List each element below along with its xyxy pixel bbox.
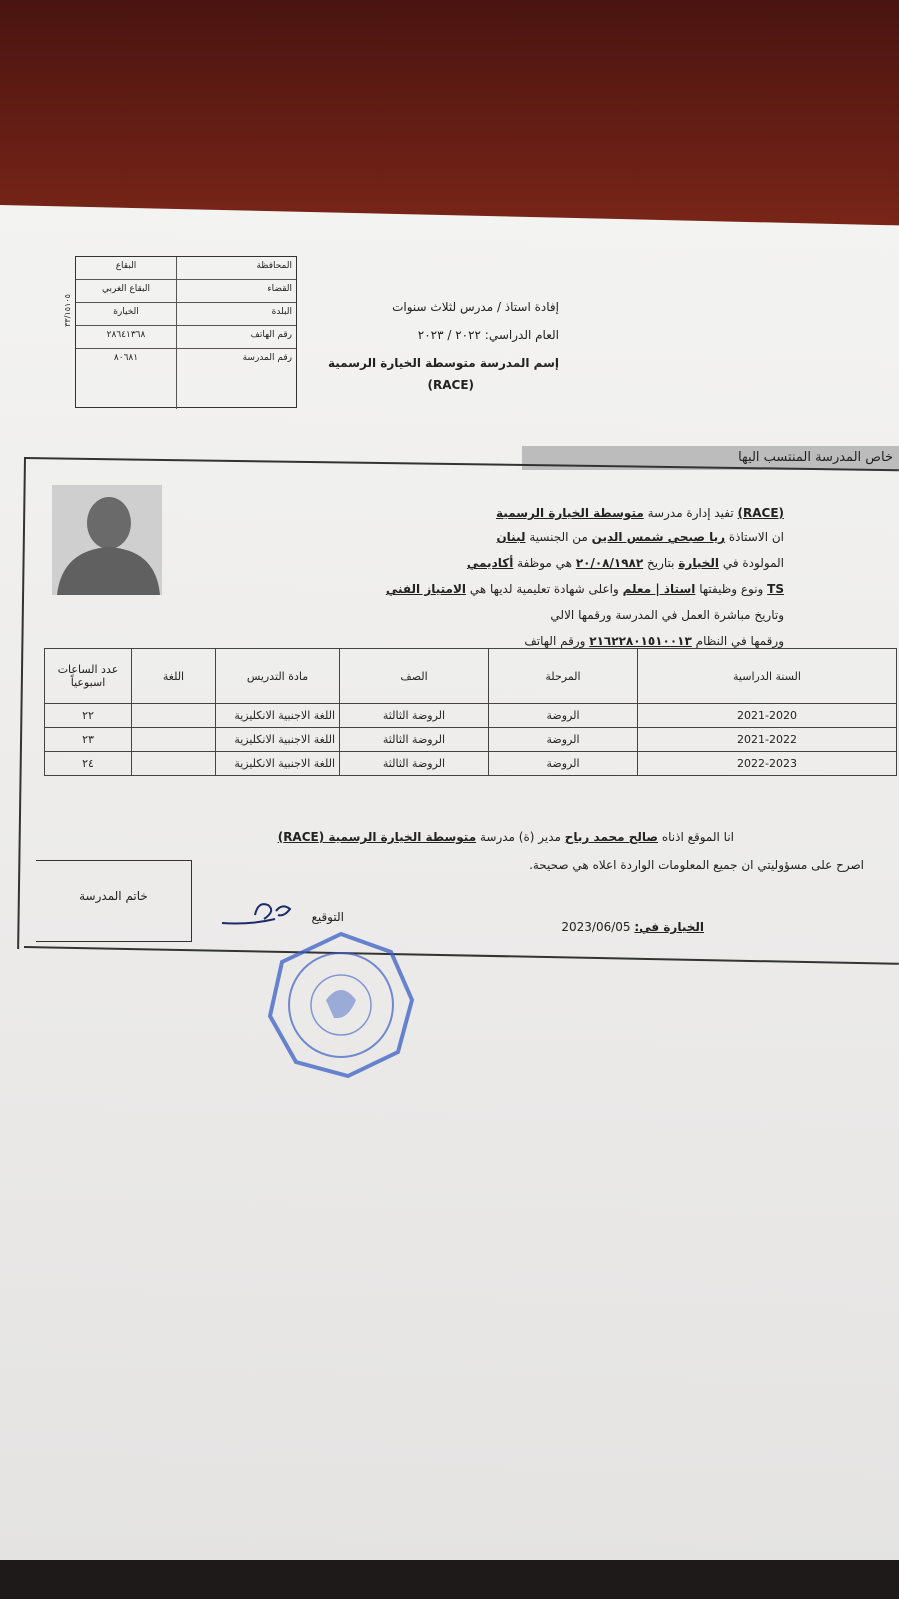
school-code: (RACE) <box>427 378 474 392</box>
cell: ٢٤ <box>45 752 132 776</box>
school-name-inline: متوسطة الخيارة الرسمية <box>496 506 644 520</box>
date-value: 2023/06/05 <box>561 920 631 934</box>
body-line-4 <box>386 582 784 596</box>
cell: ٢٢ <box>45 704 132 728</box>
cell: الروضة الثالثة <box>340 704 489 728</box>
text: تفيد إدارة مدرسة <box>647 506 734 520</box>
cell: اللغة الاجنبية الانكليزية <box>216 752 340 776</box>
cell <box>132 728 216 752</box>
signature-mark <box>220 895 300 935</box>
body-line-5: وتاريخ مباشرة العمل في المدرسة ورقمها الالي <box>550 608 784 622</box>
cell: الروضة <box>489 752 638 776</box>
info-row <box>76 257 296 280</box>
declaration-line-2: اصرح على مسؤوليتي ان جميع المعلومات الواردة اعلاه هي صحيحة. <box>529 858 864 872</box>
school-name-inline: متوسطة الخيارة الرسمية (RACE) <box>277 830 477 844</box>
certificate-title: إفادة استاذ / مدرس لثلاث سنوات <box>392 300 559 314</box>
cell: الروضة الثالثة <box>340 728 489 752</box>
cell: اللغة الاجنبية الانكليزية <box>216 728 340 752</box>
text: انا الموقع اذناه <box>661 830 734 844</box>
info-value: ٨٠٦٨١ <box>76 349 177 409</box>
birth-date: ٢٠/٠٨/١٩٨٢ <box>575 556 644 570</box>
declaration-line-1 <box>278 830 734 844</box>
info-value: البقاع <box>76 257 177 279</box>
text: المولودة في <box>722 556 784 570</box>
body-line-3 <box>467 556 784 570</box>
text: ان الاستاذة <box>728 530 784 544</box>
cell: 2022-2023 <box>638 752 897 776</box>
system-number: ٢١٦٢٢٨٠١٥١٠٠١٣ <box>589 634 692 648</box>
side-reference-number: ٣٣/١٥١٠٥ <box>62 294 72 327</box>
info-label: المحافظة <box>256 261 292 271</box>
body-line-2 <box>496 530 784 544</box>
background-bottom <box>0 1560 899 1599</box>
cell: الروضة <box>489 728 638 752</box>
certificate: الامتياز الفني <box>385 582 467 596</box>
text: هي موظفة <box>517 556 572 570</box>
cell <box>132 752 216 776</box>
academic-year: العام الدراسي: ٢٠٢٢ / ٢٠٢٣ <box>417 328 559 342</box>
school-info-table <box>75 256 297 408</box>
teacher-photo <box>52 485 162 595</box>
info-row <box>76 349 296 409</box>
info-value: الخيارة <box>76 303 177 325</box>
cell: 2021-2022 <box>638 728 897 752</box>
race-code: (RACE) <box>737 506 784 520</box>
cell: 2021-2020 <box>638 704 897 728</box>
col-header: السنة الدراسية <box>638 649 897 704</box>
job-type: استاذ | معلم <box>622 582 696 596</box>
cert-code: TS <box>767 582 784 596</box>
employee-type: أكاديمي <box>466 556 514 570</box>
background-table <box>0 0 899 230</box>
signature-label: التوقيع <box>311 910 344 924</box>
teaching-table <box>44 648 897 776</box>
official-seal <box>266 930 416 1080</box>
table-row <box>45 752 897 776</box>
cell: الروضة <box>489 704 638 728</box>
birth-place: الخيارة <box>678 556 719 570</box>
col-header: مادة التدريس <box>216 649 340 704</box>
place-label: الخيارة في: <box>634 920 704 934</box>
info-label: البلدة <box>271 307 292 317</box>
col-header: اللغة <box>132 649 216 704</box>
info-label: رقم الهاتف <box>250 330 292 340</box>
body-line-1 <box>496 506 784 520</box>
table-row <box>45 704 897 728</box>
text: ورقمها في النظام <box>695 634 784 648</box>
cell: الروضة الثالثة <box>340 752 489 776</box>
place-date <box>561 920 704 934</box>
col-header: المرحلة <box>489 649 638 704</box>
school-name: إسم المدرسة متوسطة الخيارة الرسمية <box>327 356 559 370</box>
body-line-6 <box>524 634 784 648</box>
info-label: رقم المدرسة <box>242 353 292 363</box>
text: ورقم الهاتف <box>524 634 586 648</box>
school-stamp-box: خاتم المدرسة <box>36 860 192 942</box>
section-banner: خاص المدرسة المنتسب اليها <box>522 446 899 470</box>
nationality: لبنان <box>496 530 526 544</box>
text: واعلى شهادة تعليمية لديها هي <box>469 582 619 596</box>
cell: ٢٣ <box>45 728 132 752</box>
info-row <box>76 326 296 349</box>
teacher-name: ريا صبحي شمس الدين <box>591 530 726 544</box>
director-name: صالح محمد رباح <box>564 830 658 844</box>
table-row <box>45 728 897 752</box>
info-row <box>76 303 296 326</box>
col-header: الصف <box>340 649 489 704</box>
info-label: القضاء <box>267 284 292 294</box>
table-header-row <box>45 649 897 704</box>
cell: اللغة الاجنبية الانكليزية <box>216 704 340 728</box>
cell <box>132 704 216 728</box>
info-row <box>76 280 296 303</box>
info-value: البقاع الغربي <box>76 280 177 302</box>
col-header: عدد الساعات اسبوعياً <box>45 649 132 704</box>
text: من الجنسية <box>529 530 588 544</box>
text: بتاريخ <box>647 556 675 570</box>
text: مدير (ة) مدرسة <box>479 830 561 844</box>
text: ونوع وظيفتها <box>699 582 764 596</box>
info-value: ٢٨٦٤١٣٦٨ <box>76 326 177 348</box>
